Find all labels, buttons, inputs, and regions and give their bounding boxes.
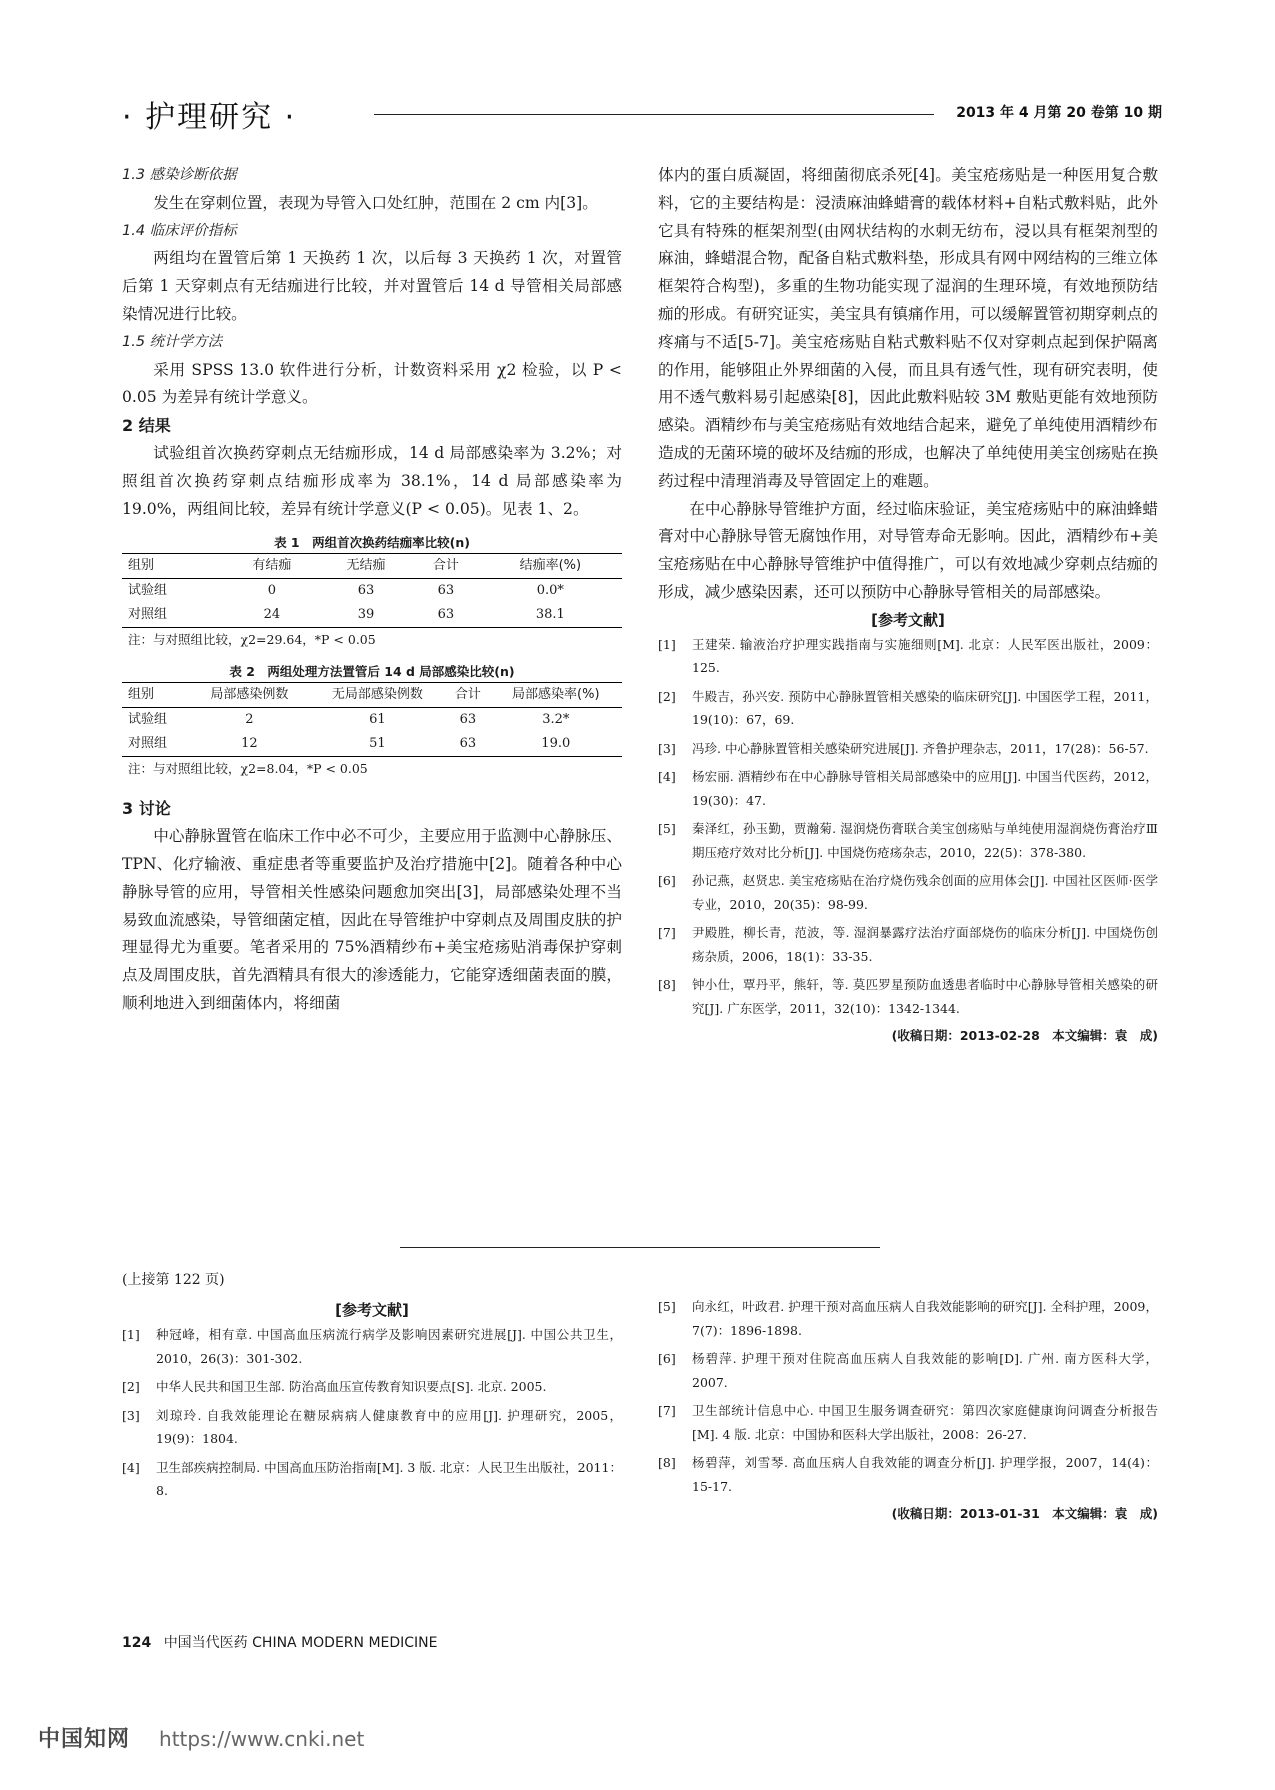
page-number: 124 — [122, 1635, 152, 1651]
reference-number: [7] — [658, 925, 676, 941]
section-2-title: 2 结果 — [122, 416, 171, 436]
reference-item — [658, 737, 1158, 761]
reference-number: [3] — [122, 1407, 140, 1423]
reference-item — [658, 973, 1158, 1020]
reference-item — [122, 1456, 622, 1503]
reference-item — [658, 633, 1158, 680]
section-3-title: 3 讨论 — [122, 799, 171, 819]
references-list — [658, 633, 1158, 1021]
table-cell: 试验组 — [128, 712, 168, 728]
reference-item — [658, 685, 1158, 732]
reference-number: [1] — [658, 636, 676, 652]
section-2-text: 试验组首次换药穿刺点无结痂形成，14 d 局部感染率为 3.2%；对照组首次换药穿刺点结痂形成率为 38.1%，14 d 局部感染率为 19.0%，两组间比较，差异有统计学意义(P < 0.05)。见表 1、2。 — [122, 443, 622, 518]
section-1-5-title: 1.5 统计学方法 — [122, 333, 223, 350]
table-2-note: 注：与对照组比较，χ2=8.04，*P < 0.05 — [128, 761, 368, 777]
reference-text: 向永红，叶政君. 护理干预对高血压病人自我效能影响的研究[J]. 全科护理，2009，7(7)：1896-1898. — [692, 1299, 1158, 1338]
reference-number: [7] — [658, 1403, 676, 1418]
right-column — [658, 162, 1158, 1047]
reference-text: 卫生部疾病控制局. 中国高血压防治指南[M]. 3 版. 北京：人民卫生出版社，2011：8. — [156, 1459, 622, 1498]
section-1-5-text: 采用 SPSS 13.0 软件进行分析，计数资料采用 χ2 检验，以 P < 0.05 为差异有统计学意义。 — [122, 360, 622, 407]
table-cell: 试验组 — [128, 583, 168, 599]
references-title: [参考文献] — [335, 1301, 409, 1319]
discussion-paragraph-1: 体内的蛋白质凝固，将细菌彻底杀死[4]。美宝疮疡贴是一种医用复合敷料，它的主要结构是：浸渍麻油蜂蜡膏的载体材料+自粘式敷料贴，此外它具有特殊的框架剂型(由网状结构的水刺无纺布，浸以具有框架剂型的麻油，蜂蜡混合物，配备自粘式敷料垫，形成具有网中网结构的三维立体框架符合构型)，多重的生物功能实现了湿润的生理环境，有效地预防结痂的形成。有研究证实，美宝具有镇痛作用，可以缓解置管初期穿刺点的疼痛与不适[5-7]。美宝疮疡贴自粘式敷料贴不仅对穿刺点起到保护隔离的作用，能够阻止外界细菌的入侵，而且具有透气性，现有研究表明，使用不透气敷料易引起感染[8]，因此此敷料贴较 3M 敷贴更能有效地预防感染。酒精纱布与美宝疮疡贴有效地结合起来，避免了单纯使用酒精纱布造成的无菌环境的破坏及结痂的形成，也解决了单纯使用美宝创疡贴在换药过程中清理消毒及导管固定上的难题。 — [658, 166, 1158, 490]
reference-number: [8] — [658, 1455, 676, 1470]
table-cell: 63 — [459, 736, 477, 752]
table-header-cell: 有结痂 — [252, 558, 292, 574]
reference-item — [658, 1451, 1158, 1498]
reference-number: [5] — [658, 1299, 676, 1314]
table-header-cell: 局部感染例数 — [210, 687, 289, 703]
reference-text: 刘琼玲. 自我效能理论在糖尿病病人健康教育中的应用[J]. 护理研究，2005，19(9)：1804. — [156, 1407, 622, 1446]
reference-item — [658, 765, 1158, 812]
reference-number: [4] — [122, 1459, 140, 1475]
reference-item — [122, 1375, 622, 1399]
table-cell: 63 — [437, 607, 455, 623]
table-cell: 63 — [459, 712, 477, 728]
section-1-3-title: 1.3 感染诊断依据 — [122, 167, 237, 183]
page-header — [122, 92, 1162, 136]
discussion-paragraph-2: 在中心静脉导管维护方面，经过临床验证，美宝疮疡贴中的麻油蜂蜡膏对中心静脉导管无腐蚀作用，对导管寿命无影响。因此，酒精纱布+美宝疮疡贴在中心静脉导管维护中值得推广，可以有效地减少穿刺点结痂的形成，减少感染因素，还可以预防中心静脉导管相关的局部感染。 — [658, 499, 1158, 601]
article-divider — [400, 1247, 880, 1248]
table-cell: 61 — [369, 712, 386, 728]
reference-item — [658, 1399, 1158, 1446]
reference-number: [4] — [658, 769, 676, 785]
received-date: (收稿日期：2013-01-31 本文编辑：袁 成) — [891, 1506, 1158, 1521]
reference-text: 卫生部统计信息中心. 中国卫生服务调查研究：第四次家庭健康询问调查分析报告[M]. 4 版. 北京：中国协和医科大学出版社，2008：26-27. — [692, 1403, 1158, 1442]
table-header-cell: 结痂率(%) — [519, 558, 582, 574]
reference-text: 钟小仕，覃丹平，熊轩，等. 莫匹罗星预防血透患者临时中心静脉导管相关感染的研究[J]. 广东医学，2011，32(10)：1342-1344. — [692, 977, 1158, 1016]
header-rule — [374, 114, 934, 115]
table-cell: 51 — [369, 736, 386, 752]
reference-text: 杨碧萍，刘雪琴. 高血压病人自我效能的调查分析[J]. 护理学报，2007，14(4)：15-17. — [692, 1455, 1158, 1494]
reference-number: [6] — [658, 1351, 676, 1366]
table-cell: 2 — [245, 712, 254, 728]
table-cell: 63 — [357, 583, 375, 599]
reference-item — [658, 817, 1158, 864]
reference-number: [1] — [122, 1327, 140, 1342]
table-header-row — [122, 683, 622, 708]
table-1-caption: 表 1 两组首次换药结痂率比较(n) — [274, 535, 470, 551]
table-header-cell: 组别 — [128, 687, 155, 703]
reference-text: 冯珍. 中心静脉置管相关感染研究进展[J]. 齐鲁护理杂志，2011，17(28)：56-57. — [692, 740, 1149, 756]
table-cell: 24 — [263, 607, 281, 623]
section-1-4-text: 两组均在置管后第 1 天换药 1 次，以后每 3 天换药 1 次，对置管后第 1 天穿刺点有无结痂进行比较，并对置管后 14 d 导管相关局部感染情况进行比较。 — [122, 249, 622, 323]
reference-text: 牛殿吉，孙兴安. 预防中心静脉置管相关感染的临床研究[J]. 中国医学工程，2011，19(10)：67，69. — [692, 688, 1158, 728]
reference-text: 中华人民共和国卫生部. 防治高血压宣传教育知识要点[S]. 北京. 2005. — [156, 1379, 547, 1394]
reference-text: 王建荣. 输液治疗护理实践指南与实施细则[M]. 北京：人民军医出版社，2009：125. — [692, 636, 1158, 676]
reference-item — [658, 869, 1158, 916]
section-1-3-text: 发生在穿刺位置，表现为导管入口处红肿，范围在 2 cm 内[3]。 — [153, 193, 598, 212]
table-header-cell: 无局部感染例数 — [331, 687, 423, 703]
reference-item — [122, 1404, 622, 1451]
table-row — [122, 603, 622, 628]
reference-item — [122, 1323, 622, 1370]
table-cell: 0.0* — [536, 583, 564, 599]
reference-number: [2] — [122, 1379, 140, 1394]
table-cell: 对照组 — [128, 607, 168, 623]
reference-text: 种冠峰，相有章. 中国高血压病流行病学及影响因素研究进展[J]. 中国公共卫生，2010，26(3)：301-302. — [156, 1327, 622, 1366]
reference-text: 杨碧萍. 护理干预对住院高血压病人自我效能的影响[D]. 广州. 南方医科大学，2007. — [692, 1351, 1158, 1390]
table-cell: 19.0 — [541, 736, 571, 752]
table-cell: 3.2* — [542, 712, 570, 728]
issue-info: 2013 年 4 月第 20 卷第 10 期 — [956, 105, 1162, 121]
reference-number: [2] — [658, 688, 676, 704]
reference-number: [5] — [658, 821, 676, 837]
table-cell: 对照组 — [128, 736, 168, 752]
left-column — [122, 162, 622, 1018]
continued-from: (上接第 122 页) — [122, 1272, 225, 1288]
table-2-caption: 表 2 两组处理方法置管后 14 d 局部感染比较(n) — [229, 664, 515, 680]
table-header-cell: 合计 — [454, 687, 481, 703]
table-cell: 12 — [241, 736, 258, 752]
reference-item — [658, 921, 1158, 968]
section-1-4-title: 1.4 临床评价指标 — [122, 222, 237, 239]
table-header-row — [122, 554, 622, 579]
reference-item — [658, 1295, 1158, 1342]
table-cell: 63 — [437, 583, 455, 599]
table-cell: 39 — [357, 607, 375, 623]
reference-text: 杨宏丽. 酒精纱布在中心静脉导管相关局部感染中的应用[J]. 中国当代医药，2012，19(30)：47. — [692, 769, 1158, 808]
reference-number: [6] — [658, 873, 676, 889]
cnki-url[interactable]: https://www.cnki.net — [159, 1727, 365, 1751]
table-cell: 38.1 — [535, 607, 565, 623]
reference-text: 秦泽红，孙玉勤，贾瀚菊. 湿润烧伤膏联合美宝创疡贴与单纯使用湿润烧伤膏治疗Ⅲ期压疮疗效对比分析[J]. 中国烧伤疮疡杂志，2010，22(5)：378-380. — [692, 821, 1158, 860]
table-1 — [122, 553, 622, 628]
reference-item — [658, 1347, 1158, 1394]
section-title: · 护理研究 · — [122, 100, 297, 135]
table-2 — [122, 682, 622, 757]
reference-number: [8] — [658, 977, 676, 993]
received-date: (收稿日期：2013-02-28 本文编辑：袁 成) — [891, 1028, 1158, 1044]
table-row — [122, 579, 622, 604]
reference-text: 尹殿胜，柳长青，范波，等. 湿润暴露疗法治疗面部烧伤的临床分析[J]. 中国烧伤创疡杂质，2006，18(1)：33-35. — [692, 925, 1158, 964]
continued-right — [658, 1295, 1158, 1525]
cnki-watermark — [38, 1722, 364, 1753]
table-header-cell: 组别 — [128, 558, 155, 574]
table-1-note: 注：与对照组比较，χ2=29.64，*P < 0.05 — [128, 632, 376, 648]
table-cell: 0 — [267, 583, 277, 599]
page-footer — [122, 1632, 438, 1652]
table-header-cell: 合计 — [432, 558, 459, 574]
table-header-cell: 局部感染率(%) — [512, 687, 600, 703]
table-row — [122, 708, 622, 733]
continued-left — [122, 1267, 622, 1508]
references-title: [参考文献] — [871, 610, 945, 629]
journal-name: 中国当代医药 CHINA MODERN MEDICINE — [163, 1635, 438, 1651]
reference-text: 孙记燕，赵贤忠. 美宝疮疡贴在治疗烧伤残余创面的应用体会[J]. 中国社区医师·医学专业，2010，20(35)：98-99. — [692, 873, 1158, 912]
cnki-logo: 中国知网 — [38, 1727, 131, 1752]
table-row — [122, 732, 622, 757]
section-3-text: 中心静脉置管在临床工作中必不可少，主要应用于监测中心静脉压、TPN、化疗输液、重症患者等重要监护及治疗措施中[2]。随着各种中心静脉导管的应用，导管相关性感染问题愈加突出[3]，局部感染处理不当易致血流感染，导管细菌定植，因此在导管维护中穿刺点及周围皮肤的护理显得尤为重要。笔者采用的 75%酒精纱布+美宝疮疡贴消毒保护穿刺点及周围皮肤，首先酒精具有很大的渗透能力，它能穿透细菌表面的膜，顺利地进入到细菌体内，将细菌 — [122, 827, 622, 1012]
table-header-cell: 无结痂 — [346, 558, 386, 574]
reference-number: [3] — [658, 740, 676, 756]
